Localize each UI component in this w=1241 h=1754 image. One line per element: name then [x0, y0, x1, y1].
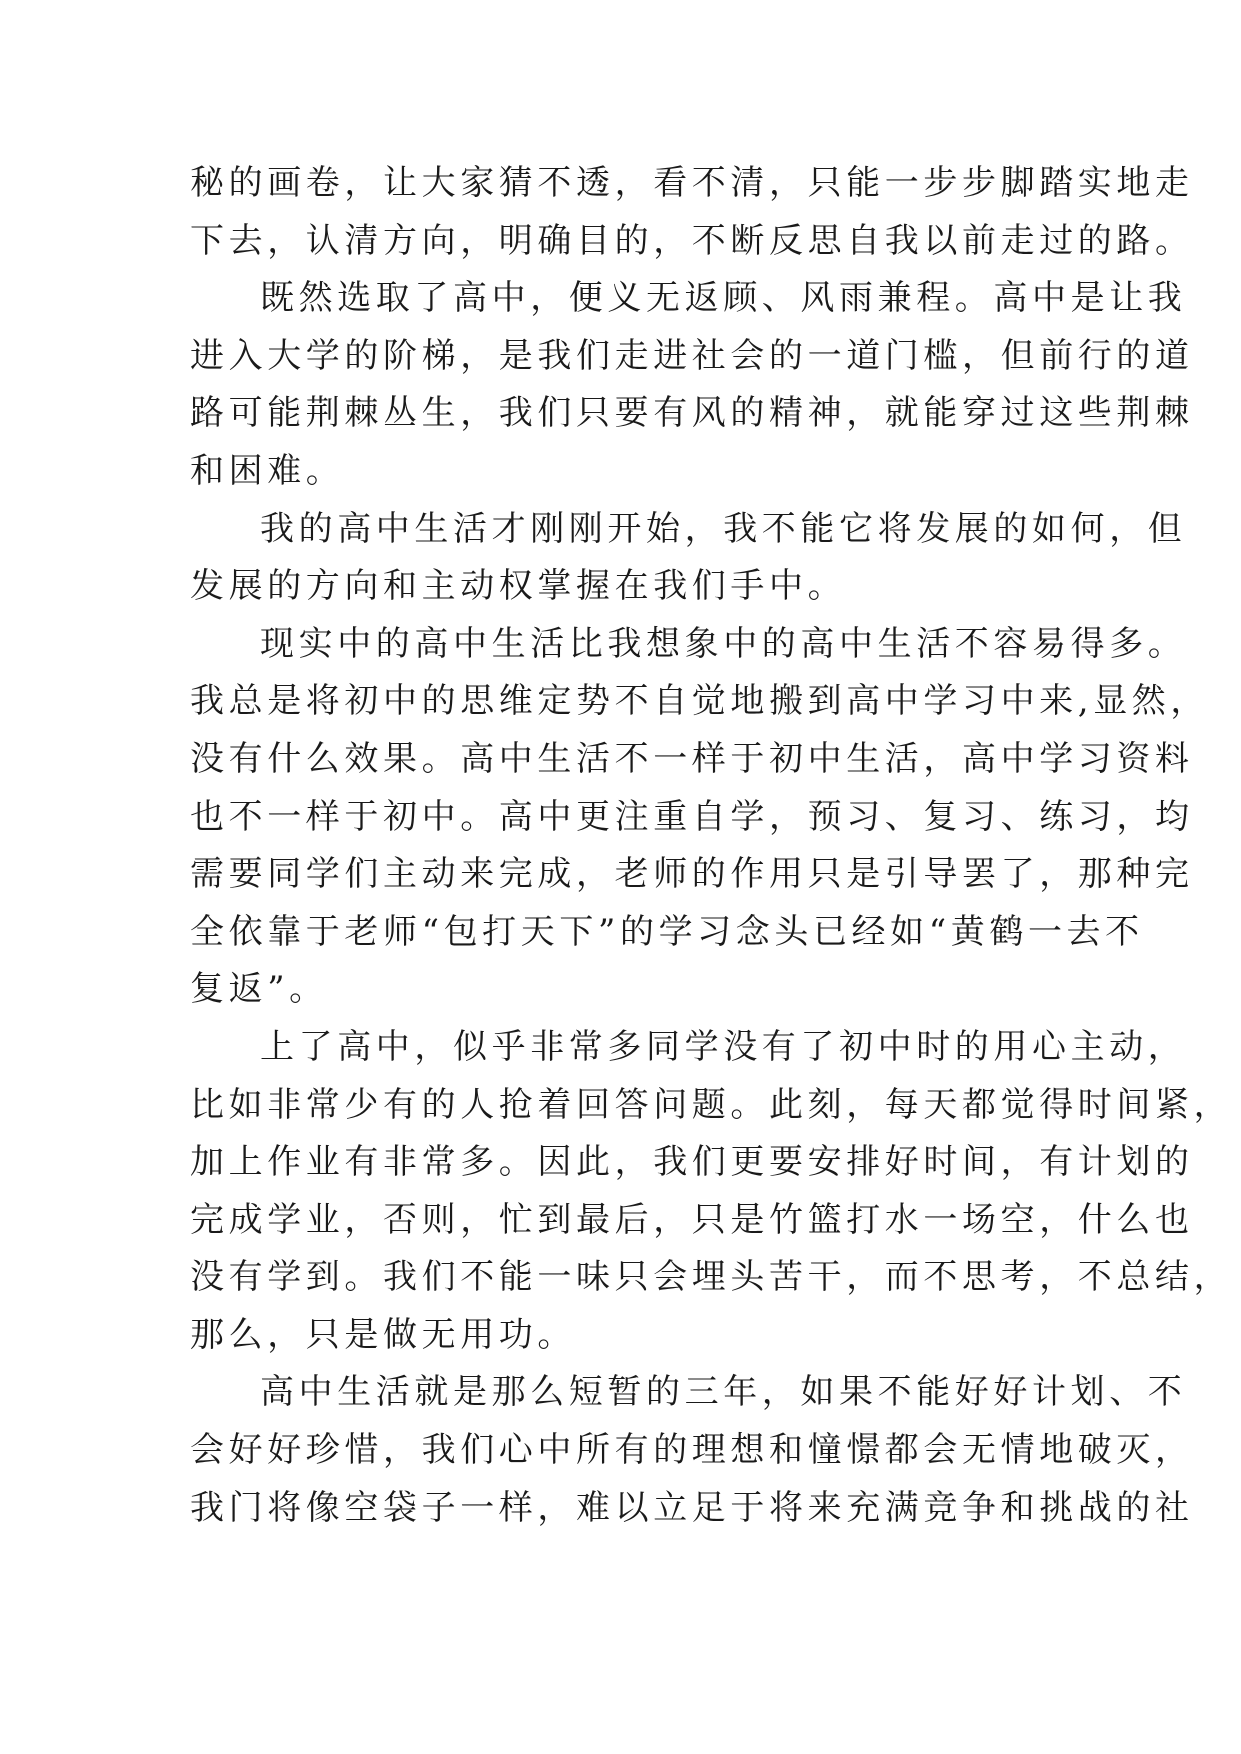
text-line: 我门将像空袋子一样，难以立足于将来充满竞争和挑战的社 [190, 1487, 1194, 1528]
text-line: 加上作业有非常多。因此，我们更要安排好时间，有计划的 [190, 1142, 1194, 1183]
text-line: 没有学到。我们不能一味只会埋头苦干，而不思考，不总结， [190, 1257, 1233, 1298]
text-line: 秘的画卷，让大家猜不透，看不清，只能一步步脚踏实地走 [190, 163, 1194, 203]
text-line: 下去，认清方向，明确目的，不断反思自我以前走过的路。 [190, 220, 1194, 261]
text-line: 高中生活就是那么短暂的三年，如果不能好好计划、不 [260, 1372, 1187, 1413]
text-line: 需要同学们主动来完成，老师的作用只是引导罢了，那种完 [190, 854, 1194, 895]
paragraph-1 [190, 155, 1194, 270]
text-line: 进入大学的阶梯，是我们走进社会的一道门槛，但前行的道 [190, 335, 1194, 376]
text-line: 复返”。 [190, 969, 328, 1010]
document-body [190, 155, 1233, 1537]
text-line: 发展的方向和主动权掌握在我们手中。 [190, 566, 847, 607]
text-line: 既然选取了高中，便义无返顾、风雨兼程。高中是让我 [260, 278, 1187, 319]
text-line: 比如非常少有的人抢着回答问题。此刻，每天都觉得时间紧， [190, 1084, 1233, 1125]
text-line: 我总是将初中的思维定势不自觉地搬到高中学习中来,显然， [190, 681, 1210, 722]
text-line: 现实中的高中生活比我想象中的高中生活不容易得多。 [260, 623, 1187, 664]
text-line: 会好好珍惜，我们心中所有的理想和憧憬都会无情地破灭， [190, 1430, 1194, 1471]
text-line: 路可能荆棘丛生，我们只要有风的精神，就能穿过这些荆棘 [190, 393, 1194, 434]
paragraph-2 [190, 270, 1194, 500]
paragraph-6 [190, 1364, 1194, 1537]
text-line: 没有什么效果。高中生活不一样于初中生活，高中学习资料 [190, 738, 1194, 779]
paragraph-3 [190, 501, 1187, 616]
paragraph-5 [190, 1019, 1233, 1365]
text-line: 那么，只是做无用功。 [190, 1314, 576, 1355]
text-line: 我的高中生活才刚刚开始，我不能它将发展的如何，但 [260, 508, 1187, 549]
text-line: 完成学业，否则，忙到最后，只是竹篮打水一场空，什么也 [190, 1199, 1194, 1240]
text-line: 和困难。 [190, 450, 345, 491]
text-line: 上了高中，似乎非常多同学没有了初中时的用心主动， [260, 1026, 1187, 1067]
paragraph-4 [190, 616, 1210, 1019]
text-line: 也不一样于初中。高中更注重自学，预习、复习、练习，均 [190, 796, 1194, 837]
text-line: 全依靠于老师“包打天下”的学习念头已经如“黄鹤一去不 [190, 911, 1144, 952]
